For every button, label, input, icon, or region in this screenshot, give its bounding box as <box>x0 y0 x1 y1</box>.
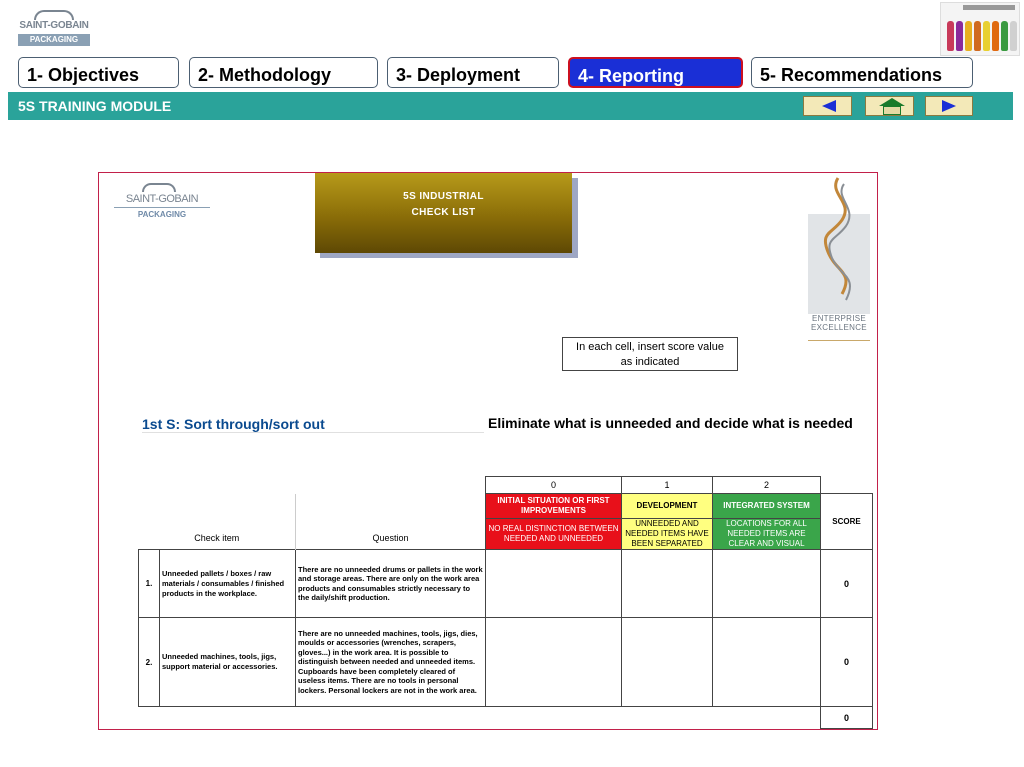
level-row <box>139 477 873 494</box>
check-item: Unneeded pallets / boxes / raw materials / consumables / finished products in the workplace. <box>160 550 296 618</box>
col-score: SCORE <box>821 494 873 550</box>
total-score: 0 <box>821 707 873 729</box>
total-row <box>139 707 873 729</box>
row-score: 0 <box>821 550 873 618</box>
row-score: 0 <box>821 618 873 707</box>
s-ribbon-icon <box>808 176 870 306</box>
arrow-left-icon <box>822 100 836 112</box>
enterprise-excellence-logo <box>808 176 870 346</box>
score-cell-level-2[interactable] <box>713 550 821 618</box>
level-0-title: INITIAL SITUATION OR FIRST IMPROVEMENTS <box>486 494 622 519</box>
module-title: 5S TRAINING MODULE <box>18 98 172 114</box>
level-1-title: DEVELOPMENT <box>622 494 713 519</box>
col-question: Question <box>296 494 486 550</box>
level-2-title: INTEGRATED SYSTEM <box>713 494 821 519</box>
module-bar <box>8 92 1013 120</box>
sheet-logo-name: SAINT-GOBAIN <box>125 193 199 205</box>
sheet-logo <box>112 183 212 223</box>
table-row <box>139 550 873 618</box>
score-cell-level-2[interactable] <box>713 618 821 707</box>
section-subtitle: Eliminate what is unneeded and decide what is needed <box>488 415 853 431</box>
ee-line2: EXCELLENCE <box>811 323 867 332</box>
saint-gobain-logo <box>14 10 94 50</box>
level-1-desc: UNNEEDED AND NEEDED ITEMS HAVE BEEN SEPARATED <box>622 519 713 550</box>
col-check-item: Check item <box>139 494 296 550</box>
question: There are no unneeded machines, tools, jigs, dies, moulds or accessories (wrenches, scrapers, gloves...) in the work area. It is possible to distinguish between needed and unneeded items. Cupboards have been completely cleared of useless items. There are no tools in personal lockers. Personal lockers are not in the work area. <box>296 618 486 707</box>
banner-line1: 5S INDUSTRIAL <box>403 191 484 202</box>
arrow-right-icon <box>942 100 956 112</box>
checklist-banner <box>315 173 572 253</box>
question: There are no unneeded drums or pallets in the work and storage areas. There are only on the work area products and consumables strictly necessary to the daily/shift production. <box>296 550 486 618</box>
checklist-table <box>138 476 873 729</box>
logo-name: SAINT-GOBAIN <box>19 20 89 31</box>
check-item: Unneeded machines, tools, jigs, support material or accessories. <box>160 618 296 707</box>
section-title: 1st S: Sort through/sort out <box>142 416 325 432</box>
sheet-logo-sub: PACKAGING <box>137 210 187 219</box>
level-2: 2 <box>713 477 821 494</box>
tab-deployment[interactable]: 3- Deployment <box>387 57 559 88</box>
tab-reporting[interactable]: 4- Reporting <box>568 57 743 88</box>
score-cell-level-1[interactable] <box>622 550 713 618</box>
insert-score-note: In each cell, insert score value as indicated <box>562 337 738 371</box>
tab-recommendations[interactable]: 5- Recommendations <box>751 57 973 88</box>
tab-objectives[interactable]: 1- Objectives <box>18 57 179 88</box>
bottles-thumbnail-image <box>940 2 1020 56</box>
tab-methodology[interactable]: 2- Methodology <box>189 57 378 88</box>
level-2-desc: LOCATIONS FOR ALL NEEDED ITEMS ARE CLEAR AND VISUAL <box>713 519 821 550</box>
banner-line2: CHECK LIST <box>411 207 476 218</box>
score-cell-level-0[interactable] <box>486 550 622 618</box>
level-0-desc: NO REAL DISTINCTION BETWEEN NEEDED AND UNNEEDED <box>486 519 622 550</box>
home-icon <box>879 98 905 106</box>
ee-line1: ENTERPRISE <box>811 314 867 323</box>
logo-arch-icon <box>142 183 176 192</box>
score-cell-level-0[interactable] <box>486 618 622 707</box>
row-number: 1. <box>139 550 160 618</box>
logo-arch-icon <box>34 10 74 20</box>
table-row <box>139 618 873 707</box>
prev-button[interactable] <box>803 96 852 116</box>
level-0: 0 <box>486 477 622 494</box>
logo-sub: PACKAGING <box>18 34 90 46</box>
level-title-row <box>139 494 873 519</box>
score-cell-level-1[interactable] <box>622 618 713 707</box>
next-button[interactable] <box>925 96 973 116</box>
row-number: 2. <box>139 618 160 707</box>
level-1: 1 <box>622 477 713 494</box>
home-button[interactable] <box>865 96 914 116</box>
